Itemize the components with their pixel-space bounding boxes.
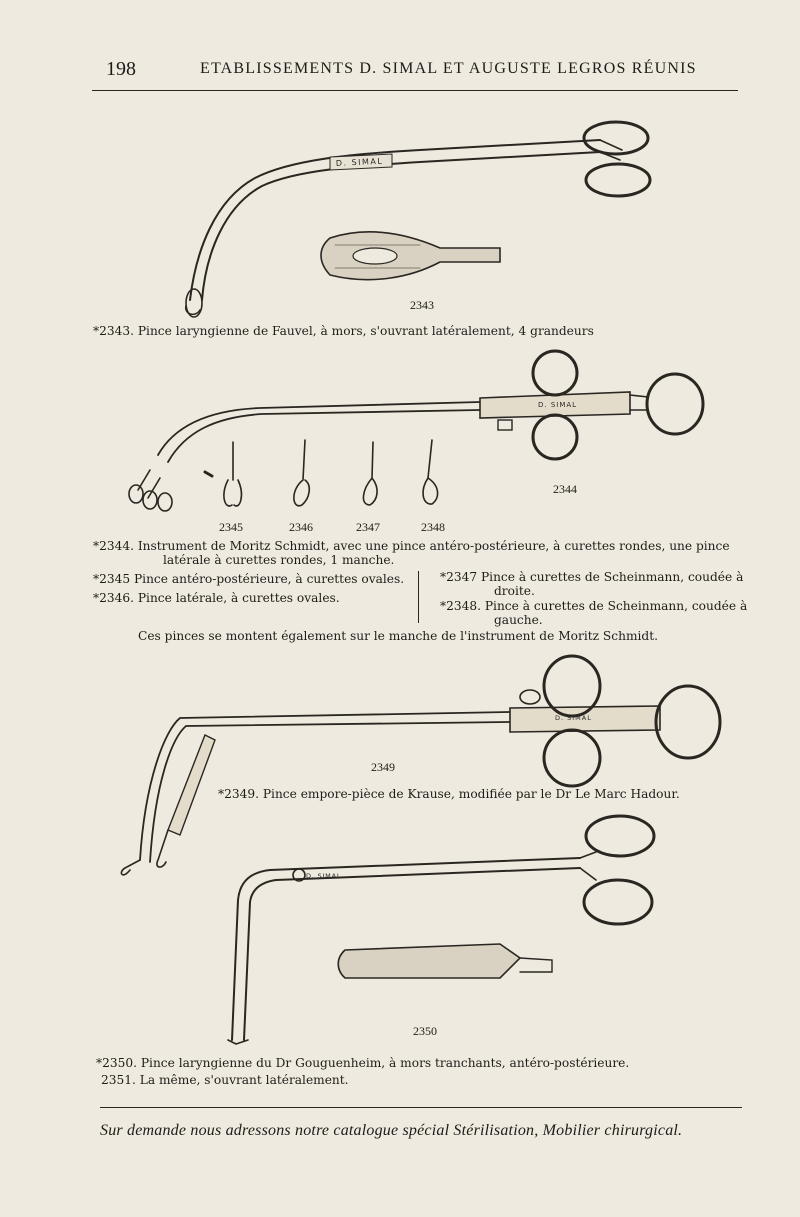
- caption-column-divider: [418, 571, 419, 623]
- figure-number-2345: 2345: [219, 520, 243, 534]
- simal-mark-2350: D. SIMAL: [306, 872, 342, 880]
- running-header-title: ETABLISSEMENTS D. SIMAL ET AUGUSTE LEGROS RÉUNIS: [200, 60, 697, 77]
- figure-number-2344: 2344: [553, 482, 577, 496]
- simal-mark-2343: D. SIMAL: [335, 156, 384, 168]
- caption-2344-line1: *2344. Instrument de Moritz Schmidt, avec une pince antéro-postérieure, à curettes rondes, une pince: [93, 539, 730, 553]
- simal-mark-2349: D. SIMAL: [555, 714, 592, 722]
- figure-number-2350: 2350: [413, 1024, 437, 1038]
- figure-number-2349: 2349: [371, 760, 395, 774]
- figure-number-2347: 2347: [356, 520, 380, 534]
- krause-punch-illustration: [121, 656, 720, 875]
- fauvel-forceps-illustration: [186, 122, 650, 317]
- page-number: 198: [106, 58, 136, 80]
- caption-2346: *2346. Pince latérale, à curettes ovales.: [93, 591, 340, 605]
- caption-2349: *2349. Pince empore-pièce de Krause, modifiée par le Dr Le Marc Hadour.: [218, 787, 680, 801]
- caption-2345: *2345 Pince antéro-postérieure, à curettes ovales.: [93, 572, 405, 586]
- figure-number-2348: 2348: [421, 520, 445, 534]
- schmidt-instrument-illustration: [129, 351, 703, 511]
- gouguenheim-forceps-illustration: [228, 816, 654, 1044]
- footer-catalogue-note: Sur demande nous adressons notre catalogue spécial Stérilisation, Mobilier chirurgical.: [100, 1122, 683, 1139]
- caption-2351: 2351. La même, s'ouvrant latéralement.: [101, 1073, 349, 1087]
- caption-2350: *2350. Pince laryngienne du Dr Gouguenheim, à mors tranchants, antéro-postérieure.: [96, 1056, 630, 1070]
- caption-2348-line2: gauche.: [494, 613, 543, 627]
- mount-note: Ces pinces se montent également sur le manche de l'instrument de Moritz Schmidt.: [138, 629, 658, 643]
- caption-2347-line2: droite.: [494, 584, 535, 598]
- figure-number-2346: 2346: [289, 520, 313, 534]
- caption-2344-line2: latérale à curettes rondes, 1 manche.: [163, 553, 395, 567]
- simal-mark-2344: D. SIMAL: [538, 401, 578, 409]
- footer-rule: [100, 1107, 742, 1108]
- caption-2343: *2343. Pince laryngienne de Fauvel, à mors, s'ouvrant latéralement, 4 grandeurs: [93, 324, 594, 338]
- figure-number-2343: 2343: [410, 298, 434, 312]
- caption-2347-line1: *2347 Pince à curettes de Scheinmann, coudée à: [440, 570, 744, 584]
- caption-2348-line1: *2348. Pince à curettes de Scheinmann, coudée à: [440, 599, 748, 613]
